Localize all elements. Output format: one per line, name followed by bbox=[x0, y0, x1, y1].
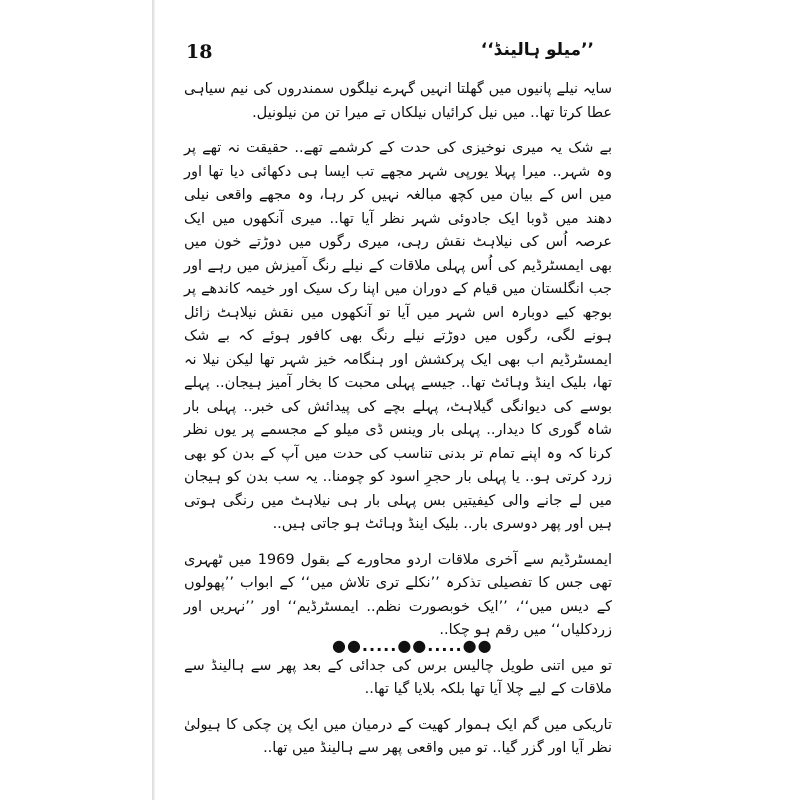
page-number: 18 bbox=[186, 41, 213, 63]
paragraph-1: سایہ نیلے پانیوں میں گھلتا انہیں گہرے نیلگوں سمندروں کی نیم سیاہی عطا کرتا تھا.. میں نیل کرائیاں نیلکاں تے میرا تن من نیلونیل. bbox=[184, 81, 612, 121]
paragraph-3: ایمسٹرڈیم سے آخری ملاقات اردو محاورے کے بقول 1969 میں ٹھہری تھی جس کا تفصیلی تذکرہ ’’نکلے تری تلاش میں‘‘ کے ابواب ’’پھولوں کے دیس میں‘‘، ’’ایک خوبصورت نظم.. ایمسٹرڈیم‘‘ اور ’’نہریں اور زردکلیاں‘‘ میں رقم ہو چکا.. bbox=[184, 551, 612, 638]
section-end-ornament: ●●.....●●.....●● bbox=[332, 636, 493, 655]
page-binding-edge bbox=[152, 0, 155, 800]
paragraph-4: تو میں اتنی طویل چالیس برس کی جدائی کے بعد پھر سے ہالینڈ سے ملاقات کے لیے چلا آیا تھا بلکہ بلایا گیا تھا.. bbox=[184, 657, 612, 697]
paragraph-2: بے شک یہ میری نوخیزی کی حدت کے کرشمے تھے.. حقیقت نہ تھے پر وہ شہر.. میرا پہلا یورپی شہر مجھے تب ایسا ہی دکھائی دیا تھا اور میں اس کے بیان میں کچھ مبالغہ نہیں کر رہا، وہ مجھے واقعی نیلی دھند میں ڈوبا ایک جادوئی شہر نظر آیا تھا.. میری آنکھوں میں ایک عرصہ اُس کی نیلاہٹ نقش رہی، میری رگوں میں دوڑتے خون میں بھی ایمسٹرڈیم کی اُس پہلی ملاقات کے نیلے رنگ آمیزش میں رہے اور جب انگلستان میں قیام کے دوران میں اپنا رک سیک اور خیمہ کاندھے پر بوجھ کیے دوبارہ اس شہر میں آیا تو آنکھوں میں نقش نیلاہٹ زائل ہونے لگی، رگوں میں دوڑتے نیلے رنگ بھی کافور ہوئے کہ بے شک ایمسٹرڈیم اب بھی ایک پرکشش اور ہنگامہ خیز شہر تھا لیکن نیلا نہ تھا، بلیک اینڈ وہائٹ تھا.. جیسے پہلی محبت کا بخار آمیز ہیجان.. پہلے بوسے کی دیوانگی گیلاہٹ، پہلے بچے کی پیدائش کی خبر.. پہلی بار شاہ گوری کا دیدار.. پہلی بار وینس ڈی میلو کے مجسمے پر یوں نظر کرنا کہ وہ اپنے تمام تر بدنی تناسب کی حدت میں آپ کے بدن کو بھی زرد کرتی ہو.. یا پہلی بار حجرِ اسود کو چومنا.. یہ سب بدن کو ہیجان میں لے جانے والی کیفیتیں بس پہلی بار ہی نیلاہٹ میں رنگی ہوتی ہیں اور پھر دوسری بار.. بلیک اینڈ وہائٹ ہو جاتی ہیں.. bbox=[184, 140, 612, 532]
body-text bbox=[184, 78, 612, 773]
running-title: ’’میلو ہالینڈ‘‘ bbox=[480, 40, 594, 60]
paragraph-5: تاریکی میں گم ایک ہموار کھیت کے درمیان میں ایک پن چکی کا ہیولیٰ نظر آیا اور گزر گیا.. تو میں واقعی پھر سے ہالینڈ میں تھا.. bbox=[184, 716, 612, 756]
